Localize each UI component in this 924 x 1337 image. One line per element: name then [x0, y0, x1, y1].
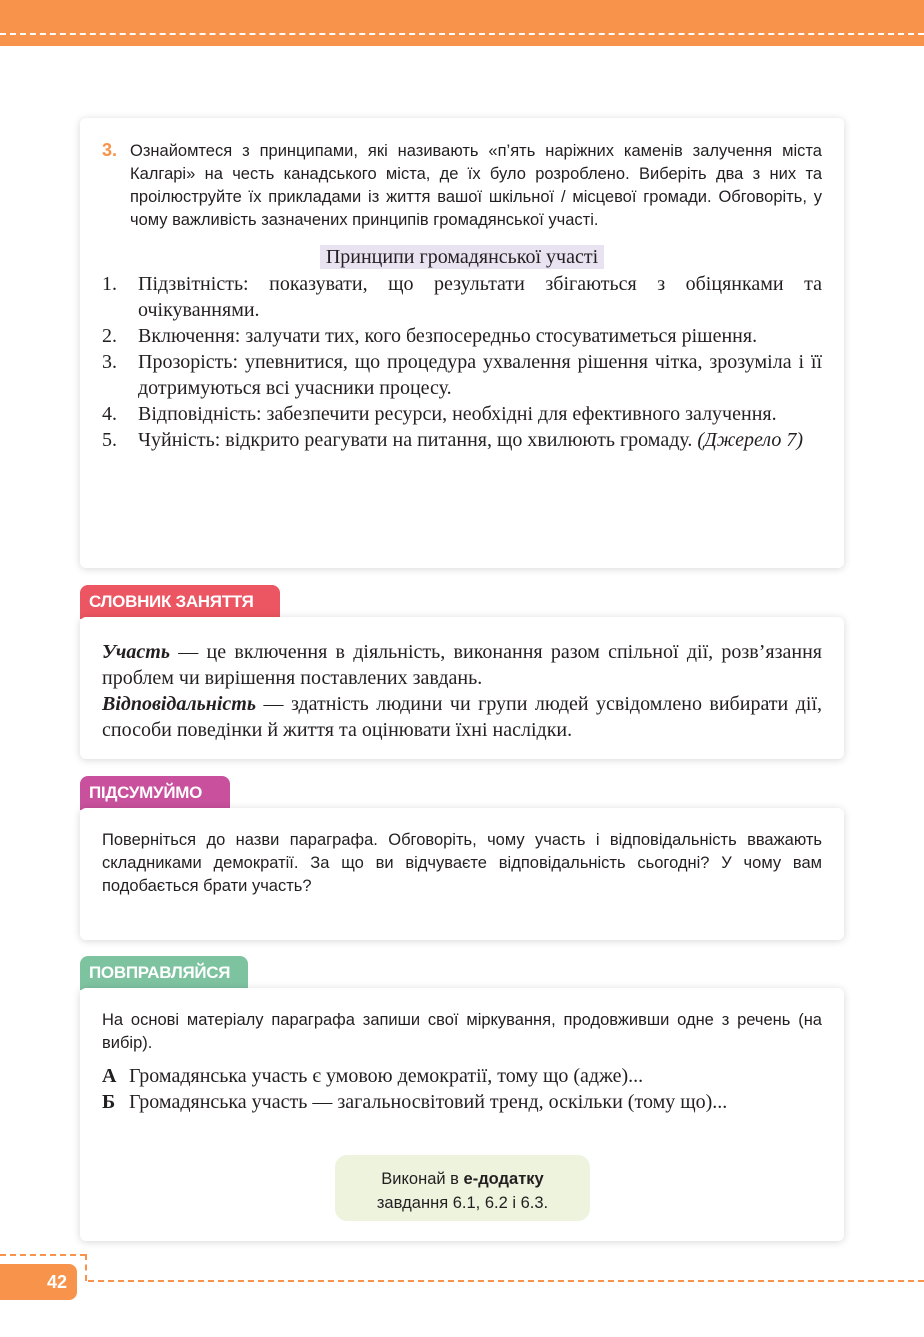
practice-options	[102, 1063, 822, 1115]
glossary-term: Відповідальність	[102, 693, 256, 715]
summary-tab: ПІДСУМУЙМО	[80, 776, 230, 810]
practice-option-b	[102, 1089, 822, 1115]
principle-item	[102, 349, 822, 401]
principle-text: Відповідність: забезпечити ресурси, необхідні для ефективного залучення.	[138, 403, 777, 425]
principle-item	[102, 401, 822, 427]
option-text: Громадянська участь є умовою демократії, тому що (адже)...	[129, 1065, 644, 1087]
principle-number: 3.	[102, 351, 117, 373]
glossary-entry	[102, 691, 822, 743]
e-supplement-line1	[335, 1167, 590, 1191]
practice-intro: На основі матеріалу параграфа запиши свої міркування, продовживши одне з речень (на вибір).	[102, 1011, 822, 1052]
summary-card	[80, 808, 844, 940]
principle-text: Прозорість: упевнитися, що процедура ухвалення рішення чітка, зрозуміла і її дотримуються всі учасники процесу.	[138, 351, 822, 399]
task-text: Ознайомтеся з принципами, які називають «п’ять наріжних каменів залучення міста Калгарі» на честь канадського міста, де їх було розроблено. Виберіть два з них та проілюструйте їх прикладами із життя вашої шкільної / місцевої громади. Обговоріть, у чому важливість зазначених принципів громадянської участі.	[130, 142, 822, 229]
page-number: 42	[0, 1264, 77, 1300]
glossary-entry	[102, 639, 822, 691]
task-number: 3.	[102, 140, 118, 160]
principle-text: Підзвітність: показувати, що результати збігаються з обіцянками та очікуваннями.	[138, 273, 822, 321]
glossary-tab: СЛОВНИК ЗАНЯТТЯ	[80, 585, 280, 619]
principle-number: 2.	[102, 325, 117, 347]
practice-tab: ПОВПРАВЛЯЙСЯ	[80, 956, 248, 990]
principle-item	[102, 427, 822, 453]
practice-card	[80, 988, 844, 1241]
principle-number: 1.	[102, 273, 117, 295]
principle-number: 4.	[102, 403, 117, 425]
header-band	[0, 0, 924, 46]
option-text: Громадянська участь — загальносвітовий тренд, оскільки (тому що)...	[129, 1091, 728, 1113]
option-letter: Б	[102, 1091, 116, 1113]
footer-dashed-line-vertical	[85, 1254, 87, 1281]
e-supplement-link[interactable]: е-додатку	[463, 1170, 544, 1188]
glossary-card	[80, 617, 844, 759]
task-3-card	[80, 118, 844, 568]
principle-text: Чуйність: відкрито реагувати на питання, що хвилюють громаду.	[138, 429, 693, 451]
glossary-definition: — це включення в діяльність, виконання разом спільної дії, розв’язання проблем чи вирішення поставлених завдань.	[102, 641, 822, 689]
principle-item	[102, 323, 822, 349]
header-dashed-line	[0, 33, 924, 35]
e-supplement-box[interactable]	[335, 1155, 590, 1221]
footer-dashed-line-left	[0, 1254, 86, 1256]
e-supplement-line2: завдання 6.1, 6.2 і 6.3.	[376, 1194, 549, 1212]
e-supplement-prefix: Виконай в	[381, 1170, 464, 1188]
footer-dashed-line	[88, 1280, 924, 1282]
principles-title: Принципи громадянської участі	[320, 245, 604, 269]
principle-number: 5.	[102, 429, 117, 451]
principle-item	[102, 271, 822, 323]
principle-text: Включення: залучати тих, кого безпосередньо стосуватиметься рішення.	[138, 325, 758, 347]
principles-list	[102, 271, 822, 453]
source-reference: (Джерело 7)	[697, 429, 803, 451]
glossary-term: Участь	[102, 641, 170, 663]
practice-option-a	[102, 1063, 822, 1089]
option-letter: А	[102, 1065, 117, 1087]
glossary-definition: — здатність людини чи групи людей усвідомлено вибирати дії, способи поведінки й життя та оцінювати їхні наслідки.	[102, 693, 822, 741]
summary-text: Поверніться до назви параграфа. Обговоріть, чому участь і відповідальність вважають складниками демократії. За що ви відчуваєте відповідальність сьогодні? У чому вам подобається брати участь?	[102, 831, 822, 895]
